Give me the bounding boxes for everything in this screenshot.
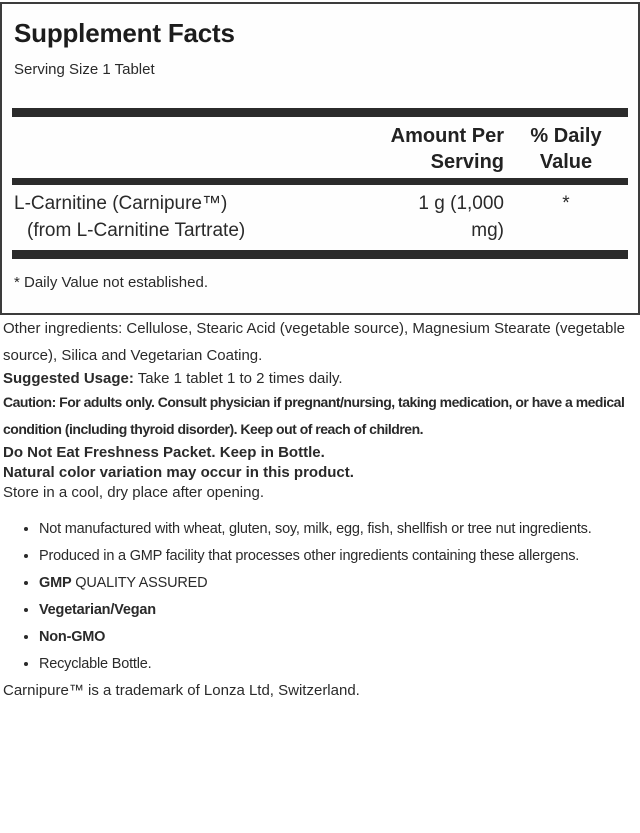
thick-rule-top: [12, 108, 628, 117]
serving-size: Serving Size 1 Tablet: [14, 61, 155, 78]
nutrient-name-cell: [12, 190, 389, 244]
nutrient-amount: 1 g (1,000 mg): [418, 193, 504, 241]
list-item: • Recyclable Bottle.: [39, 654, 637, 675]
storage-instructions: Store in a cool, dry place after opening.: [3, 484, 264, 501]
list-item: • Not manufactured with wheat, gluten, soy, milk, egg, fish, shellfish or tree nut ingredients.: [39, 519, 637, 540]
freshness-packet-warning: Do Not Eat Freshness Packet. Keep in Bottle.: [3, 444, 325, 461]
other-ingredients: Other ingredients: Cellulose, Stearic Acid (vegetable source), Magnesium Stearate (vegetable source), Silica and Vegetarian Coating.: [3, 320, 625, 364]
suggested-usage-label: Suggested Usage:: [3, 370, 134, 387]
header-percent-daily-value: % Daily Value: [530, 125, 602, 173]
header-amount-per-serving: Amount Per Serving: [390, 125, 504, 173]
bullet-list: [3, 519, 637, 675]
caution-statement: Caution: For adults only. Consult physician if pregnant/nursing, taking medication, or have a medical condition (including thyroid disorder). Keep out of reach of children.: [3, 394, 625, 437]
label-details: [3, 315, 637, 701]
table-row: [12, 185, 628, 250]
nutrient-name: L-Carnitine (Carnipure™): [14, 193, 228, 214]
panel-title: Supplement Facts: [14, 18, 235, 48]
nutrient-daily-value: *: [562, 193, 570, 214]
trademark-note: Carnipure™ is a trademark of Lonza Ltd, Switzerland.: [3, 682, 360, 699]
table-header-row: [12, 117, 628, 178]
daily-value-footnote: * Daily Value not established.: [14, 274, 209, 291]
thick-rule-header: [12, 178, 628, 185]
list-item: • GMP QUALITY ASSURED: [39, 573, 637, 594]
list-item: • Non-GMO: [39, 627, 637, 648]
supplement-facts-panel: [0, 2, 640, 315]
list-item: • Produced in a GMP facility that processes other ingredients containing these allergens.: [39, 546, 637, 567]
suggested-usage: [3, 369, 637, 389]
nutrient-name-detail: (from L-Carnitine Tartrate): [27, 220, 246, 241]
color-variation-note: Natural color variation may occur in this product.: [3, 464, 354, 481]
thick-rule-bottom: [12, 250, 628, 259]
suggested-usage-text: Take 1 tablet 1 to 2 times daily.: [133, 370, 343, 387]
list-item: • Vegetarian/Vegan: [39, 600, 637, 621]
